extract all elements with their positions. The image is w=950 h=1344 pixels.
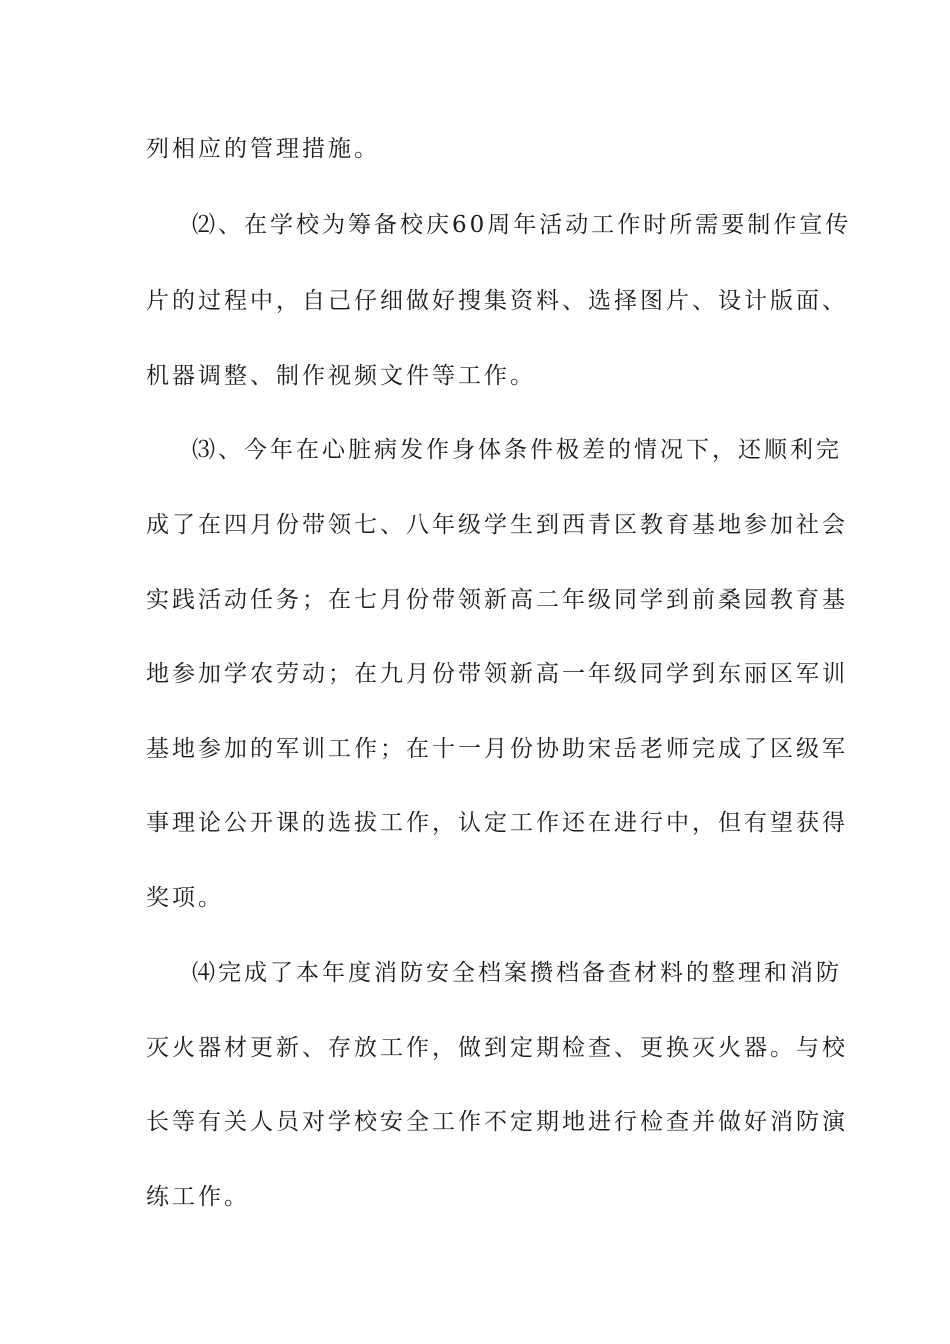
text-line: 练工作。: [146, 1184, 250, 1210]
text-line: 长等有关人员对学校安全工作不定期地进行检查并做好消防演: [146, 1109, 848, 1135]
text-line: 基地参加的军训工作；在十一月份协助宋岳老师完成了区级军: [146, 736, 848, 762]
text-line: 机器调整、制作视频文件等工作。: [146, 363, 536, 389]
text-line: 实践活动任务；在七月份带领新高二年级同学到前桑园教育基: [146, 587, 848, 613]
paragraph-3-line: ⑶、今年在心脏病发作身体条件极差的情况下，还顺利完: [192, 437, 842, 463]
paragraph-2-line: ⑵、在学校为筹备校庆60周年活动工作时所需要制作宣传: [192, 212, 852, 238]
text-line: 事理论公开课的选拔工作，认定工作还在进行中，但有望获得: [146, 810, 848, 836]
text-line: 地参加学农劳动；在九月份带领新高一年级同学到东丽区军训: [146, 661, 848, 687]
paragraph-4-line: ⑷完成了本年度消防安全档案攒档备查材料的整理和消防: [192, 960, 842, 986]
text-line: 列相应的管理措施。: [146, 136, 380, 162]
text-line: 成了在四月份带领七、八年级学生到西青区教育基地参加社会: [146, 512, 848, 538]
text-line: 奖项。: [146, 885, 224, 911]
text-line: 灭火器材更新、存放工作，做到定期检查、更换灭火器。与校: [146, 1035, 848, 1061]
text-line: 片的过程中，自己仔细做好搜集资料、选择图片、设计版面、: [146, 288, 848, 314]
